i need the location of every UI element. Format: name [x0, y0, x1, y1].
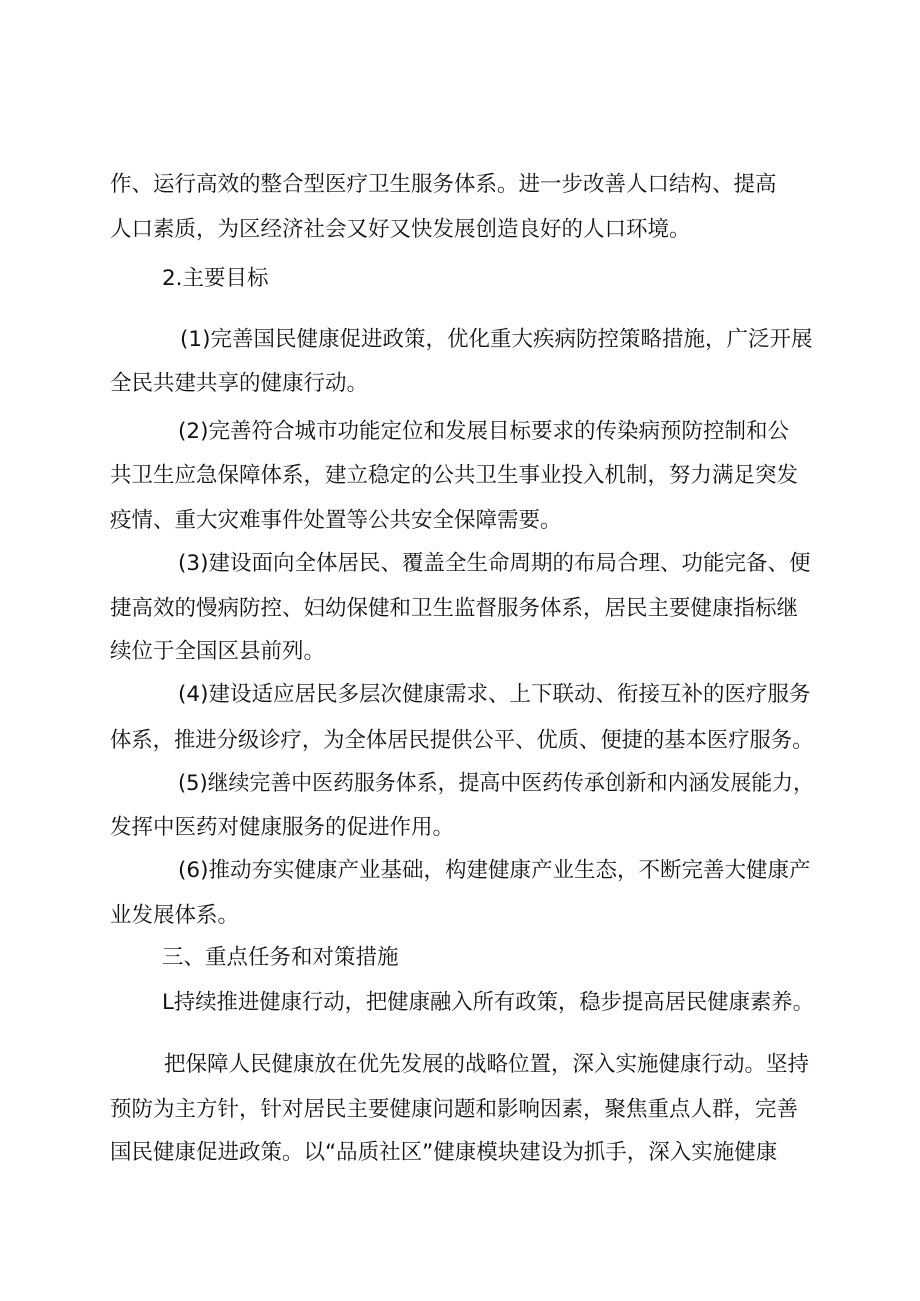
paragraph-line [0, 544, 920, 584]
line-text: 共卫生应急保障体系，建立稳定的公共卫生事业投入机制，努力满足突发 [110, 463, 799, 488]
paragraph-line [0, 675, 920, 715]
paragraph-line [0, 165, 920, 205]
paragraph-line [0, 851, 920, 891]
line-text: 业发展体系。 [110, 903, 240, 928]
paragraph-line [0, 1133, 920, 1173]
line-text: 预防为主方针，针对居民主要健康问题和影响因素，聚焦重点人群，完善 [110, 1097, 799, 1122]
heading-text: L持续推进健康行动，把健康融入所有政策，稳步提高居民健康素养。 [162, 990, 814, 1015]
paragraph-line [0, 210, 920, 250]
paragraph-line [0, 456, 920, 496]
line-text: 疫情、重大灾难事件处置等公共安全保障需要。 [110, 508, 562, 533]
line-text: (6)推动夯实健康产业基础，构建健康产业生态，不断完善大健康产 [178, 858, 811, 883]
line-text: 续位于全国区县前列。 [110, 639, 326, 664]
paragraph-line [0, 1045, 920, 1085]
paragraph-line [0, 721, 920, 761]
line-text: 体系，推进分级诊疗，为全体居民提供公平、优质、便捷的基本医疗服务。 [110, 728, 814, 753]
paragraph-line [0, 501, 920, 541]
line-text: 国民健康促进政策。以“品质社区”健康模块建设为抓手，深入实施健康 [110, 1140, 778, 1165]
line-text: (5)继续完善中医药服务体系，提高中医药传承创新和内涵发展能力， [178, 771, 814, 796]
line-text: 发挥中医药对健康服务的促进作用。 [110, 815, 455, 840]
subsection-heading [0, 983, 920, 1023]
line-text: 人口素质，为区经济社会又好又快发展创造良好的人口环境。 [110, 217, 691, 242]
paragraph-line [0, 808, 920, 848]
paragraph-line [0, 589, 920, 629]
paragraph-line [0, 364, 920, 404]
paragraph-line [0, 320, 920, 360]
heading-text: 2.主要目标 [162, 266, 269, 291]
line-text: 作、运行高效的整合型医疗卫生服务体系。进一步改善人口结构、提高 [110, 172, 777, 197]
section-heading [0, 259, 920, 299]
paragraph-line [0, 764, 920, 804]
paragraph-line [0, 896, 920, 936]
line-text: (4)建设适应居民多层次健康需求、上下联动、衔接互补的医疗服务 [178, 682, 811, 707]
line-text: 捷高效的慢病防控、妇幼保健和卫生监督服务体系，居民主要健康指标继 [110, 596, 799, 621]
paragraph-line [0, 632, 920, 672]
line-text: (1)完善国民健康促进政策，优化重大疾病防控策略措施，广泛开展 [180, 327, 813, 352]
line-text: (3)建设面向全体居民、覆盖全生命周期的布局合理、功能完备、便 [178, 551, 811, 576]
section-heading [0, 938, 920, 978]
line-text: 把保障人民健康放在优先发展的战略位置，深入实施健康行动。坚持 [164, 1052, 810, 1077]
line-text: (2)完善符合城市功能定位和发展目标要求的传染病预防控制和公 [178, 419, 789, 444]
heading-text: 三、重点任务和对策措施 [162, 945, 399, 970]
paragraph-line [0, 1090, 920, 1130]
line-text: 全民共建共享的健康行动。 [110, 371, 369, 396]
paragraph-line [0, 412, 920, 452]
